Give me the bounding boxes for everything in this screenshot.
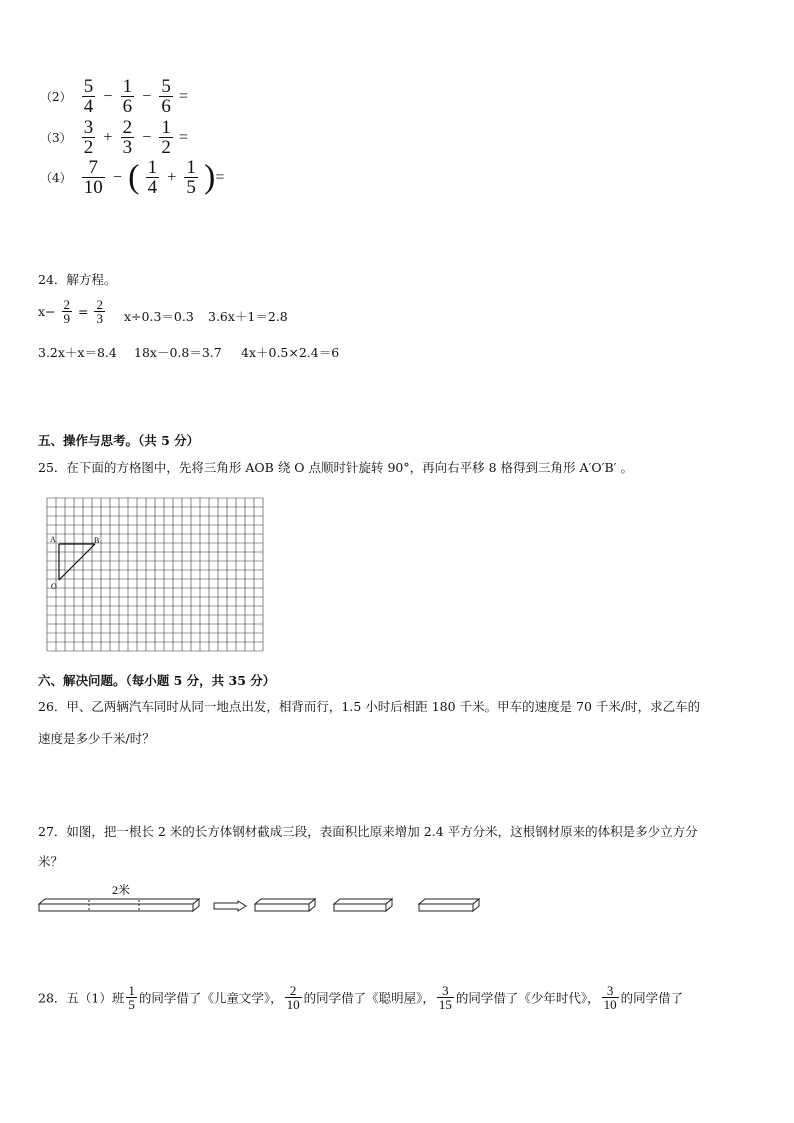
operator: − [112, 168, 122, 186]
fraction: $\frac{2}{10}$ [286, 983, 300, 1012]
section-5-heading: 五、操作与思考。（共 5 分） [38, 433, 200, 448]
q27-line-1: 27．如图，把一根长 2 米的长方体钢材截成三段，表面积比原来增加 2.4 平方分米，这根钢材原来的体积是多少立方分 [38, 824, 698, 839]
steel-piece-3 [419, 899, 479, 911]
operator: + [103, 128, 113, 146]
right-paren: ) [204, 158, 216, 196]
equals-sign: = [179, 87, 189, 105]
q25-text: 25．在下面的方格图中，先将三角形 AOB 绕 O 点顺时针旋转 90°，再向右平移 8 格得到三角形 A′O′B′ 。 [38, 460, 633, 475]
q28-line [38, 984, 683, 1011]
long-steel-bar [39, 899, 199, 911]
q24-equation-5: 18x－0.8＝3.7 [134, 345, 222, 360]
fraction: $\frac{1}{6}$ [122, 76, 133, 117]
q27-steel-bar-figure [36, 878, 496, 918]
point-b-label: B [94, 536, 100, 545]
q24-title: 24．解方程。 [38, 272, 117, 287]
steel-piece-1 [255, 899, 315, 911]
fraction: $\frac{2}{3}$ [96, 297, 103, 326]
q28-text-4: 的同学借了 [620, 990, 684, 1006]
arrow-icon [214, 901, 246, 911]
bar-length-label: 2米 [112, 883, 131, 897]
q24-equation-2: x÷0.3＝0.3 [124, 309, 194, 324]
fraction: $\frac{7}{10}$ [83, 157, 103, 198]
fraction: $\frac{1}{5}$ [128, 983, 135, 1012]
q26-line-1: 26．甲、乙两辆汽车同时从同一地点出发，相背而行，1.5 小时后相距 180 千米。甲车的速度是 70 千米/时，求乙车的 [38, 699, 701, 714]
eq1-prefix: x− [38, 304, 56, 319]
fraction: $\frac{3}{2}$ [83, 117, 94, 158]
calc-label: （4） [40, 171, 72, 185]
q25-grid-figure [44, 495, 270, 653]
calc-item-3 [40, 118, 190, 157]
q28-text-1: 的同学借了《儿童文学》， [138, 990, 283, 1006]
point-o-label: O [51, 582, 57, 591]
fraction: $\frac{5}{6}$ [161, 76, 171, 117]
fraction: $\frac{1}{2}$ [161, 117, 171, 158]
operator: − [142, 128, 152, 146]
fraction: $\frac{1}{4}$ [147, 157, 158, 198]
q24-equation-6: 4x＋0.5×2.4＝6 [241, 345, 340, 360]
equals-sign: = [179, 128, 189, 146]
operator: − [142, 87, 152, 105]
q24-equation-row-1 [38, 298, 107, 325]
fraction: $\frac{2}{3}$ [122, 117, 133, 158]
q27-line-2: 米？ [38, 854, 64, 869]
fraction: $\frac{2}{9}$ [63, 297, 71, 326]
calc-label: （2） [40, 90, 72, 104]
calc-item-4 [40, 158, 226, 197]
q28-number: 28．五（1）班 [38, 990, 125, 1006]
operator: + [167, 168, 177, 186]
triangle-side-ob [59, 544, 95, 580]
fraction: $\frac{3}{10}$ [603, 983, 617, 1012]
q26-line-2: 速度是多少千米/时？ [38, 731, 155, 746]
q28-text-2: 的同学借了《聪明屋》， [303, 990, 435, 1006]
section-6-heading: 六、解决问题。（每小题 5 分，共 35 分） [38, 673, 276, 688]
fraction: $\frac{5}{4}$ [83, 76, 94, 117]
fraction: $\frac{1}{5}$ [186, 157, 196, 198]
operator: − [103, 87, 113, 105]
calc-label: （3） [40, 131, 72, 145]
left-paren: ( [128, 158, 140, 196]
steel-piece-2 [334, 899, 392, 911]
equals-sign: = [215, 168, 225, 186]
point-a-label: A [50, 535, 56, 544]
grid-lines [47, 498, 263, 651]
q24-equation-4: 3.2x＋x＝8.4 [38, 345, 117, 360]
q28-text-3: 的同学借了《少年时代》， [455, 990, 600, 1006]
fraction: $\frac{3}{15}$ [438, 983, 452, 1012]
calc-item-2 [40, 77, 190, 116]
eq1-equals: = [78, 304, 89, 319]
q24-equation-3: 3.6x＋1＝2.8 [208, 309, 288, 324]
